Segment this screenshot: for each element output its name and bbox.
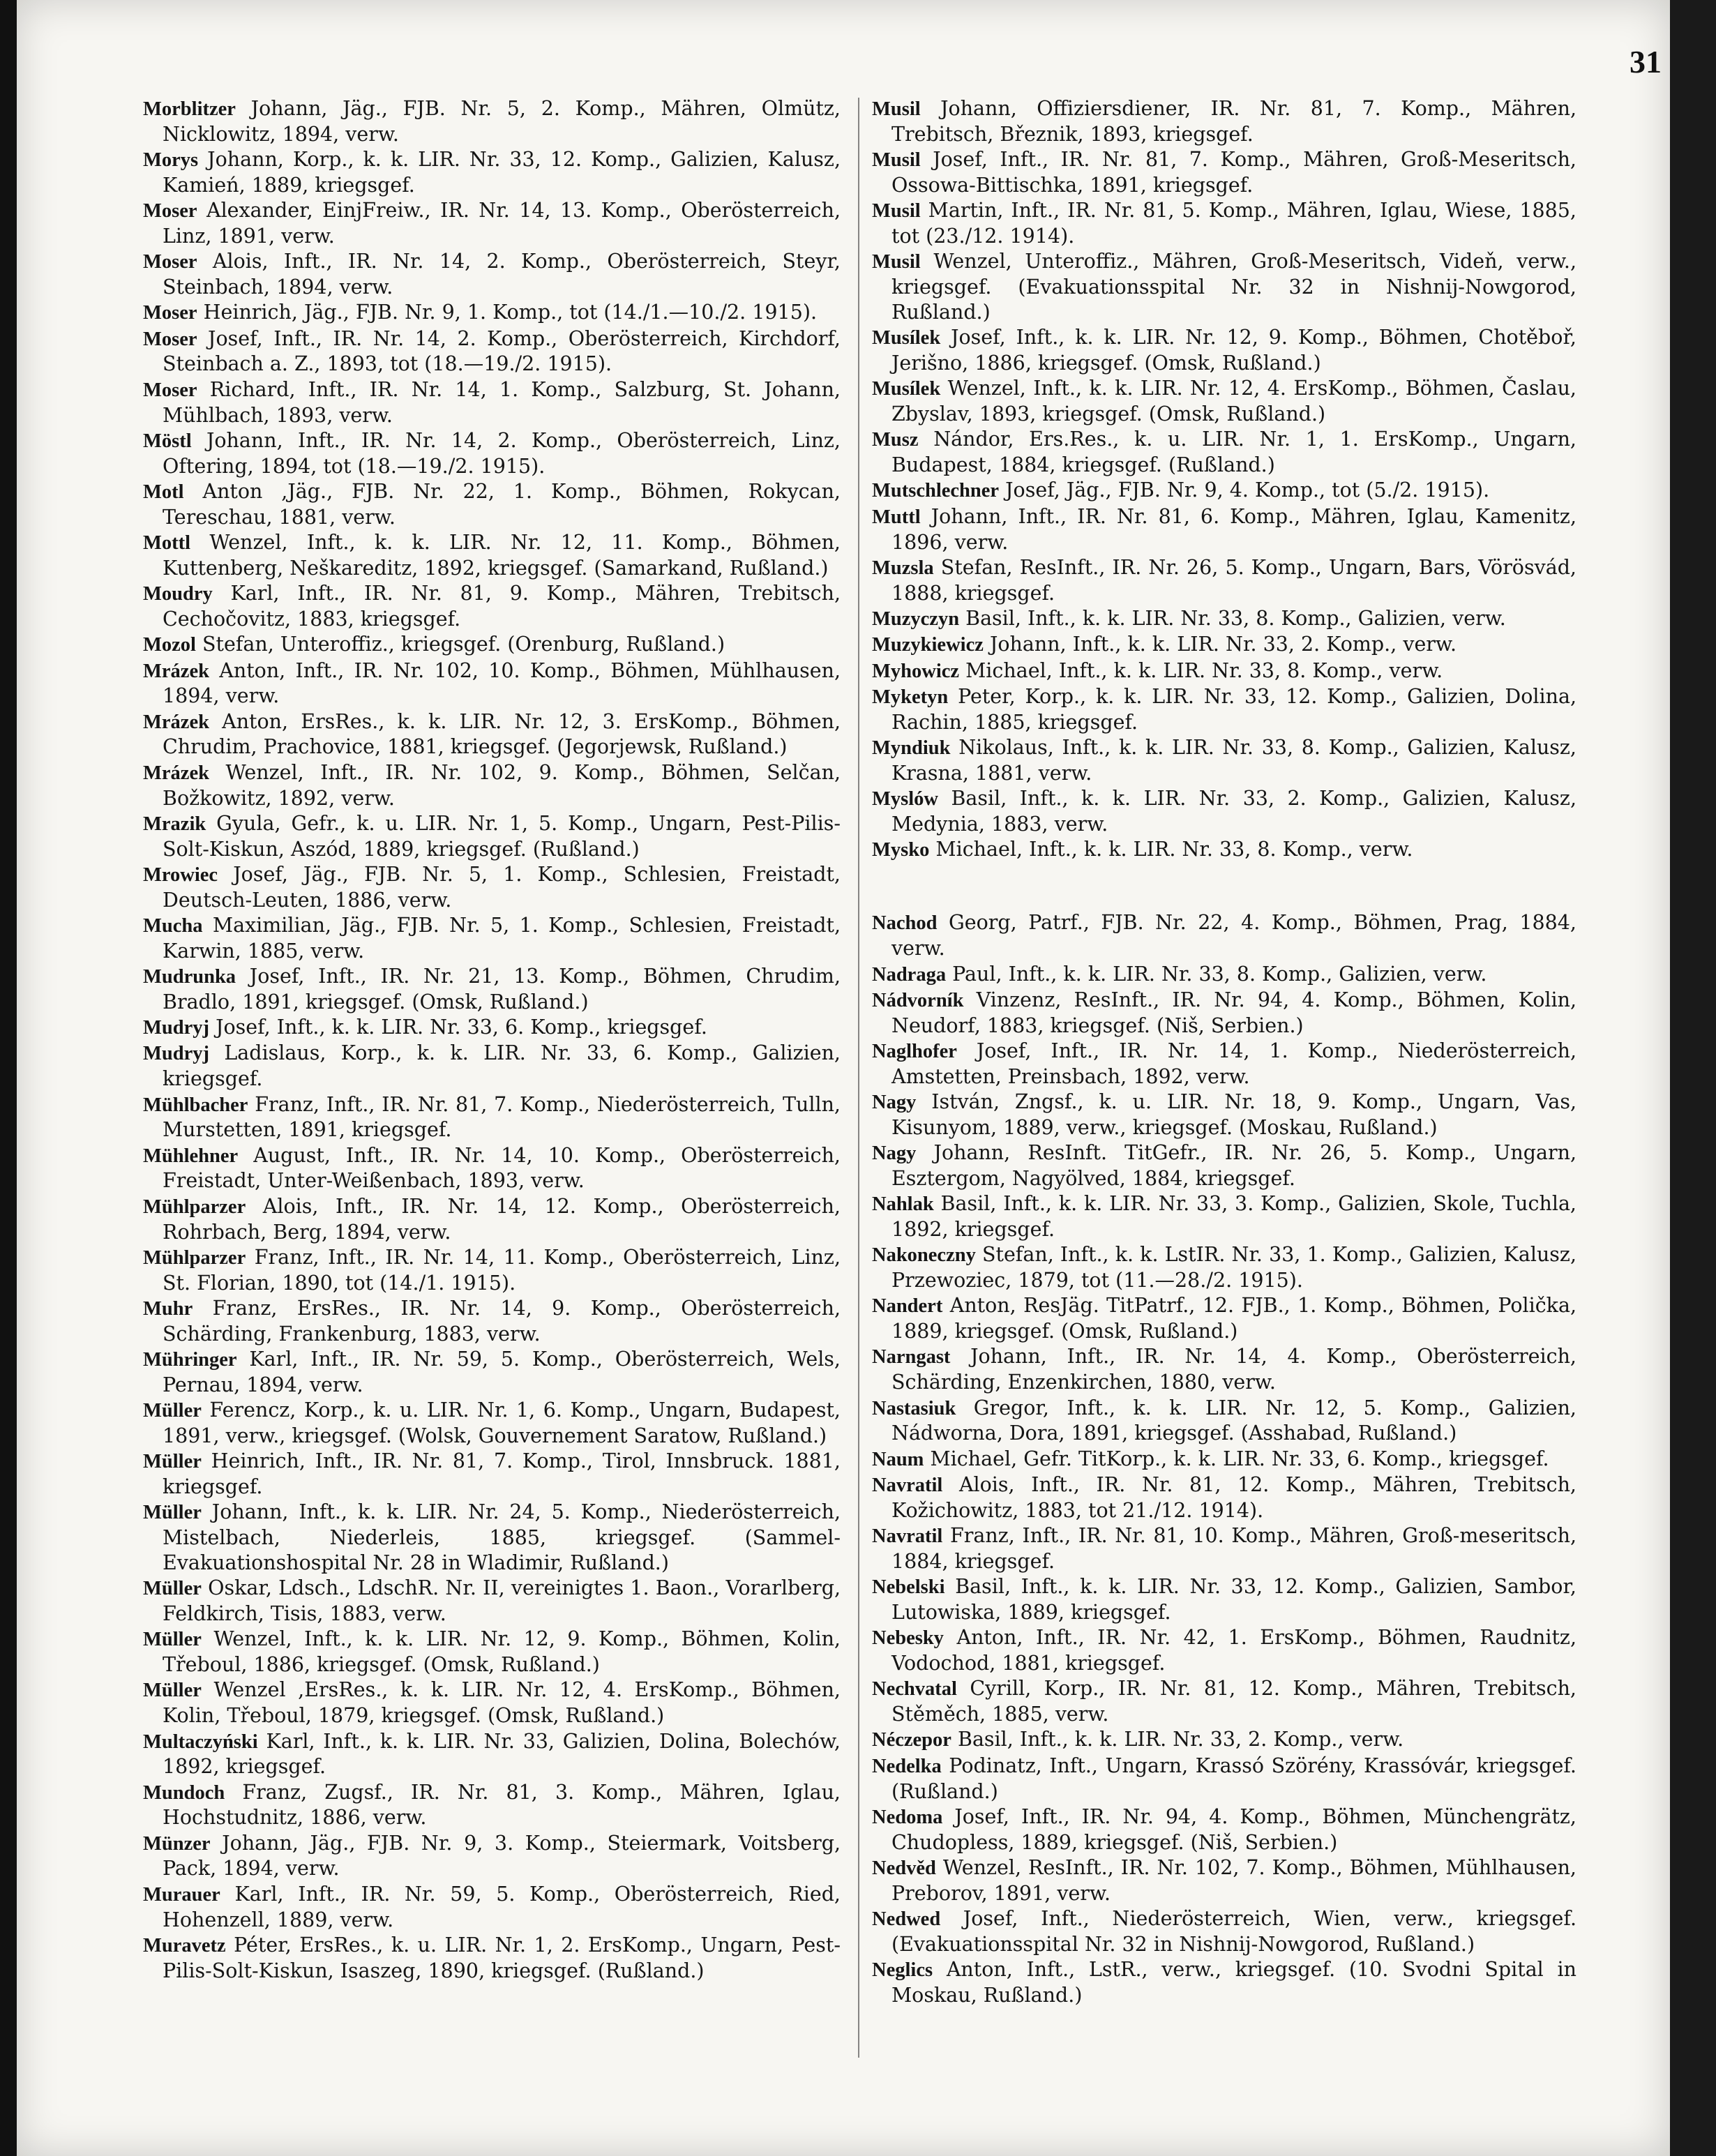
entry-surname: Muravetz <box>143 1934 226 1957</box>
entry-details: Karl, Inft., IR. Nr. 59, 5. Komp., Oberösterreich, Ried, Hohenzell, 1889, verw. <box>163 1882 841 1931</box>
entry-surname: Musílek <box>872 327 941 349</box>
entry-details: Wenzel, Inft., k. k. LIR. Nr. 12, 11. Komp., Böhmen, Kuttenberg, Neškareditz, 1892, kriegsgef. (Samarkand, Rußland.) <box>163 531 841 580</box>
entry-surname: Mühlehner <box>143 1145 239 1167</box>
entry-details: Josef, Inft., IR. Nr. 94, 4. Komp., Böhmen, Münchengrätz, Chudopless, 1889, kriegsgef. (Niš, Serbien.) <box>891 1804 1576 1854</box>
entry-surname: Narngast <box>872 1346 951 1369</box>
register-entry <box>143 479 841 530</box>
register-entry <box>872 325 1576 376</box>
register-entry <box>143 1678 841 1728</box>
entry-details: Josef, Jäg., FJB. Nr. 9, 4. Komp., tot (5./2. 1915). <box>1005 478 1490 502</box>
register-entry <box>143 428 841 479</box>
entry-details: Karl, Inft., IR. Nr. 59, 5. Komp., Oberösterreich, Wels, Pernau, 1894, verw. <box>163 1348 841 1396</box>
entry-surname: Mundoch <box>143 1781 225 1804</box>
register-entry <box>872 837 1576 863</box>
register-entry <box>872 658 1576 684</box>
entry-details: Josef, Inft., IR. Nr. 14, 1. Komp., Niederösterreich, Amstetten, Preinsbach, 1892, verw. <box>891 1039 1576 1088</box>
entry-surname: Musz <box>872 429 919 451</box>
entry-details: Ferencz, Korp., k. u. LIR. Nr. 1, 6. Komp., Ungarn, Budapest, 1891, verw., kriegsgef. (Wolsk, Gouvernement Saratow, Rußland.) <box>163 1399 841 1447</box>
entry-surname: Musil <box>872 98 921 120</box>
entry-surname: Müller <box>143 1502 202 1524</box>
entry-surname: Nahlak <box>872 1193 934 1216</box>
register-entry <box>872 427 1576 478</box>
entry-surname: Nedoma <box>872 1806 943 1828</box>
entry-details: Maximilian, Jäg., FJB. Nr. 5, 1. Komp., Schlesien, Freistadt, Karwin, 1885, verw. <box>163 914 841 963</box>
register-entry <box>872 910 1576 961</box>
entry-details: Stefan, Inft., k. k. LstIR. Nr. 33, 1. Komp., Galizien, Kalusz, Przewoziec, 1879, tot (11.—28./2. 1915). <box>891 1243 1577 1292</box>
entry-details: Johann, ResInft. TitGefr., IR. Nr. 26, 5. Komp., Ungarn, Esztergom, Nagyölved, 1884, kriegsgef. <box>891 1141 1577 1190</box>
register-entry <box>143 198 841 249</box>
entry-surname: Müller <box>143 1578 202 1600</box>
register-entry <box>872 504 1576 555</box>
register-entry <box>872 1906 1576 1957</box>
register-entry <box>872 1242 1576 1293</box>
register-entry <box>143 811 841 862</box>
register-entry <box>143 1092 841 1143</box>
entry-surname: Nadraga <box>872 963 947 986</box>
register-entry <box>143 1933 841 1984</box>
register-entry <box>143 1398 841 1449</box>
entry-details: Johann, Jäg., FJB. Nr. 5, 2. Komp., Mähren, Olmütz, Nicklowitz, 1894, verw. <box>163 97 841 146</box>
entry-surname: Neglics <box>872 1959 933 1982</box>
right-column-n-section <box>872 910 1576 2007</box>
entry-details: Vinzenz, ResInft., IR. Nr. 94, 4. Komp., Böhmen, Kolin, Neudorf, 1883, kriegsgef. (Niš, Serbien.) <box>891 988 1577 1037</box>
register-entry <box>143 658 841 709</box>
register-entry <box>872 96 1576 147</box>
entry-surname: Multaczyński <box>143 1731 258 1753</box>
register-entry <box>143 1296 841 1347</box>
entry-surname: Möstl <box>143 430 192 452</box>
entry-surname: Myndiuk <box>872 737 951 759</box>
register-entry <box>872 1957 1576 2008</box>
entry-details: Johann, Inft., IR. Nr. 14, 4. Komp., Oberösterreich, Schärding, Enzenkirchen, 1880, verw. <box>891 1345 1576 1394</box>
entry-surname: Naglhofer <box>872 1040 957 1062</box>
entry-surname: Mrazik <box>143 813 206 835</box>
entry-details: Alois, Inft., IR. Nr. 81, 12. Komp., Mähren, Trebitsch, Kožichowitz, 1883, tot 21./12. 1914). <box>891 1472 1576 1522</box>
entry-details: Heinrich, Jäg., FJB. Nr. 9, 1. Komp., tot (14./1.—10./2. 1915). <box>203 301 818 324</box>
entry-details: Franz, Inft., IR. Nr. 14, 11. Komp., Oberösterreich, Linz, St. Florian, 1890, tot (14./1. 1915). <box>163 1245 841 1295</box>
entry-surname: Mühringer <box>143 1349 237 1371</box>
entry-surname: Nechvatal <box>872 1678 957 1701</box>
entry-details: Basil, Inft., k. k. LIR. Nr. 33, 2. Komp., Galizien, Kalusz, Medynia, 1883, verw. <box>891 787 1576 836</box>
entry-details: Basil, Inft., k. k. LIR. Nr. 33, 2. Komp., verw. <box>958 1728 1404 1751</box>
entry-surname: Nachod <box>872 912 938 935</box>
entry-surname: Moser <box>143 328 197 350</box>
entry-surname: Mrázek <box>143 762 209 784</box>
entry-surname: Muzyczyn <box>872 608 960 630</box>
entry-details: Anton, ErsRes., k. k. LIR. Nr. 12, 3. ErsKomp., Böhmen, Chrudim, Prachovice, 1881, kriegsgef. (Jegorjewsk, Rußland.) <box>163 709 841 759</box>
entry-details: Josef, Inft., k. k. LIR. Nr. 33, 6. Komp., kriegsgef. <box>216 1016 707 1039</box>
entry-details: Podinatz, Inft., Ungarn, Krassó Szörény, Krassóvár, kriegsgef. (Rußland.) <box>891 1754 1576 1803</box>
entry-details: Karl, Inft., k. k. LIR. Nr. 33, Galizien, Dolina, Bolechów, 1892, kriegsgef. <box>163 1729 841 1779</box>
entry-details: Josef, Inft., Niederösterreich, Wien, verw., kriegsgef. (Evakuationsspital Nr. 32 in Nishnij-Nowgorod, Rußland.) <box>891 1906 1576 1956</box>
register-entry <box>143 1500 841 1575</box>
register-entry <box>143 300 841 326</box>
register-entry <box>872 1804 1576 1855</box>
entry-surname: Musil <box>872 200 921 223</box>
entry-details: Johann, Inft., IR. Nr. 81, 6. Komp., Mähren, Iglau, Kamenitz, 1896, verw. <box>891 504 1576 554</box>
column-divider <box>858 98 859 2058</box>
entry-details: Josef, Inft., IR. Nr. 14, 2. Komp., Oberösterreich, Kirchdorf, Steinbach a. Z., 1893, tot (18.—19./2. 1915). <box>163 326 841 376</box>
register-entry <box>143 1882 841 1933</box>
entry-details: Wenzel, Inft., k. k. LIR. Nr. 12, 9. Komp., Böhmen, Kolin, Třeboul, 1886, kriegsgef. (Omsk, Rußland.) <box>163 1627 841 1677</box>
entry-details: Franz, ErsRes., IR. Nr. 14, 9. Komp., Oberösterreich, Schärding, Frankenburg, 1883, verw. <box>163 1296 841 1345</box>
entry-surname: Motl <box>143 481 184 503</box>
register-entry <box>143 1729 841 1780</box>
entry-details: Oskar, Ldsch., LdschR. Nr. II, vereinigtes 1. Baon., Vorarlberg, Feldkirch, Tisis, 1883, verw. <box>163 1576 841 1626</box>
entry-details: Franz, Inft., IR. Nr. 81, 10. Komp., Mähren, Groß-meseritsch, 1884, kriegsgef. <box>891 1524 1577 1573</box>
entry-details: Johann, Offiziersdiener, IR. Nr. 81, 7. Komp., Mähren, Trebitsch, Březnik, 1893, kriegsgef. <box>891 97 1576 146</box>
entry-details: Basil, Inft., k. k. LIR. Nr. 33, 12. Komp., Galizien, Sambor, Lutowiska, 1889, kriegsgef. <box>891 1575 1576 1624</box>
entry-surname: Nedelka <box>872 1755 942 1777</box>
register-entry <box>872 1754 1576 1804</box>
entry-surname: Mottl <box>143 532 191 555</box>
register-entry <box>872 1523 1576 1574</box>
entry-surname: Müller <box>143 1400 202 1422</box>
entry-details: Michael, Gefr. TitKorp., k. k. LIR. Nr. 33, 6. Komp., kriegsgef. <box>930 1447 1549 1470</box>
entry-surname: Musil <box>872 149 921 172</box>
entry-details: Wenzel, ResInft., IR. Nr. 102, 7. Komp., Böhmen, Mühlhausen, Preborov, 1891, verw. <box>891 1855 1576 1905</box>
entry-details: Richard, Inft., IR. Nr. 14, 1. Komp., Salzburg, St. Johann, Mühlbach, 1893, verw. <box>163 377 841 427</box>
register-entry <box>872 1574 1576 1625</box>
register-entry <box>872 684 1576 735</box>
entry-surname: Moser <box>143 200 197 223</box>
register-entry <box>872 1855 1576 1906</box>
entry-details: Johann, Korp., k. k. LIR. Nr. 33, 12. Komp., Galizien, Kalusz, Kamień, 1889, kriegsgef. <box>163 148 841 197</box>
register-entry <box>143 1347 841 1398</box>
entry-surname: Navratil <box>872 1525 943 1548</box>
entry-details: Josef, Inft., IR. Nr. 81, 7. Komp., Mähren, Groß-Meseritsch, Ossowa-Bittischka, 1891, kriegsgef. <box>891 148 1576 197</box>
register-entry <box>872 1191 1576 1242</box>
register-entry <box>872 1140 1576 1191</box>
register-entry <box>872 632 1576 658</box>
entry-details: Nikolaus, Inft., k. k. LIR. Nr. 33, 8. Komp., Galizien, Kalusz, Krasna, 1881, verw. <box>891 735 1576 785</box>
register-entry <box>143 1015 841 1041</box>
register-entry <box>872 1293 1576 1344</box>
register-entry <box>143 760 841 811</box>
register-entry <box>143 1245 841 1296</box>
entry-details: Gregor, Inft., k. k. LIR. Nr. 12, 5. Komp., Galizien, Nádworna, Dora, 1891, kriegsgef. (Asshabad, Rußland.) <box>891 1396 1576 1445</box>
register-entry <box>143 1041 841 1092</box>
entry-details: August, Inft., IR. Nr. 14, 10. Komp., Oberösterreich, Freistadt, Unter-Weißenbach, 1893, verw. <box>163 1143 841 1193</box>
entry-details: Josef, Inft., IR. Nr. 21, 13. Komp., Böhmen, Chrudim, Bradlo, 1891, kriegsgef. (Omsk, Rußland.) <box>163 965 841 1013</box>
entry-details: Nándor, Ers.Res., k. u. LIR. Nr. 1, 1. ErsKomp., Ungarn, Budapest, 1884, kriegsgef. (Rußland.) <box>891 428 1576 477</box>
entry-surname: Nastasiuk <box>872 1397 956 1419</box>
entry-details: Karl, Inft., IR. Nr. 81, 9. Komp., Mähren, Trebitsch, Cechočovitz, 1883, kriegsgef. <box>163 582 841 631</box>
entry-surname: Müller <box>143 1680 202 1702</box>
entry-details: Josef, Jäg., FJB. Nr. 5, 1. Komp., Schlesien, Freistadt, Deutsch-Leuten, 1886, verw. <box>163 862 841 912</box>
register-entry <box>872 1727 1576 1753</box>
entry-surname: Muhr <box>143 1297 193 1320</box>
entry-surname: Nebelski <box>872 1576 945 1599</box>
entry-details: Johann, Inft., IR. Nr. 14, 2. Komp., Oberösterreich, Linz, Oftering, 1894, tot (18.—19./2. 1915). <box>163 428 841 478</box>
entry-surname: Mühlparzer <box>143 1246 246 1269</box>
register-entry <box>872 198 1576 249</box>
entry-surname: Mrázek <box>143 660 209 682</box>
register-entry <box>143 581 841 632</box>
entry-surname: Mudryj <box>143 1017 209 1039</box>
entry-details: Anton ,Jäg., FJB. Nr. 22, 1. Komp., Böhmen, Rokycan, Tereschau, 1881, verw. <box>163 479 841 529</box>
register-entry <box>143 913 841 964</box>
entry-surname: Musílek <box>872 378 941 400</box>
register-entry <box>143 1780 841 1831</box>
entry-details: Anton, Inft., IR. Nr. 102, 10. Komp., Böhmen, Mühlhausen, 1894, verw. <box>163 658 841 708</box>
entry-surname: Nakoneczny <box>872 1244 976 1267</box>
entry-details: Gyula, Gefr., k. u. LIR. Nr. 1, 5. Komp., Ungarn, Pest-Pilis-Solt-Kiskun, Aszód, 1889, kriegsgef. (Rußland.) <box>163 811 841 861</box>
entry-surname: Musil <box>872 251 921 273</box>
register-entry <box>143 1143 841 1194</box>
register-entry <box>143 862 841 913</box>
register-entry <box>143 1194 841 1245</box>
entry-details: Franz, Zugsf., IR. Nr. 81, 3. Komp., Mähren, Iglau, Hochstudnitz, 1886, verw. <box>163 1780 841 1830</box>
entry-surname: Mrowiec <box>143 864 218 886</box>
register-entry <box>872 1090 1576 1140</box>
entry-details: Michael, Inft., k. k. LIR. Nr. 33, 8. Komp., verw. <box>965 658 1443 682</box>
entry-surname: Nebesky <box>872 1627 944 1650</box>
entry-surname: Mühlbacher <box>143 1094 248 1116</box>
entry-details: Franz, Inft., IR. Nr. 81, 7. Komp., Niederösterreich, Tulln, Murstetten, 1891, kriegsgef. <box>163 1092 841 1142</box>
entry-surname: Nandert <box>872 1295 943 1318</box>
entry-details: Heinrich, Inft., IR. Nr. 81, 7. Komp., Tirol, Innsbruck. 1881, kriegsgef. <box>163 1449 841 1499</box>
entry-surname: Nedvěd <box>872 1857 936 1879</box>
page-number: 31 <box>1630 44 1662 80</box>
section-gap <box>872 863 1576 910</box>
entry-surname: Muzykiewicz <box>872 634 984 656</box>
entry-details: Josef, Inft., k. k. LIR. Nr. 12, 9. Komp., Böhmen, Chotěboř, Jerišno, 1886, kriegsgef. (Omsk, Rußland.) <box>891 326 1576 375</box>
entry-details: Johann, Jäg., FJB. Nr. 9, 3. Komp., Steiermark, Voitsberg, Pack, 1894, verw. <box>163 1831 841 1880</box>
entry-surname: Moudry <box>143 583 213 605</box>
entry-details: Anton, ResJäg. TitPatrf., 12. FJB., 1. Komp., Böhmen, Polička, 1889, kriegsgef. (Omsk, Rußland.) <box>891 1294 1577 1343</box>
entry-surname: Muzsla <box>872 557 934 579</box>
entry-surname: Mudrunka <box>143 966 236 988</box>
entry-surname: Muttl <box>872 506 921 528</box>
entry-surname: Néczepor <box>872 1729 951 1751</box>
entry-details: Wenzel, Inft., k. k. LIR. Nr. 12, 4. ErsKomp., Böhmen, Časlau, Zbyslav, 1893, kriegsgef. (Omsk, Rußland.) <box>891 377 1576 426</box>
entry-surname: Myslów <box>872 788 938 811</box>
entry-surname: Müller <box>143 1629 202 1651</box>
register-entry <box>872 962 1576 988</box>
left-column <box>143 96 841 1984</box>
entry-surname: Nagy <box>872 1143 917 1165</box>
entry-details: Johann, Inft., k. k. LIR. Nr. 24, 5. Komp., Niederösterreich, Mistelbach, Niederleis, 1885, kriegsgef. (Sammel-Evakuationshospital Nr. 28 in Wladimir, Rußland.) <box>163 1500 841 1574</box>
entry-details: Wenzel, Unteroffiz., Mähren, Groß-Meseritsch, Videň, verw., kriegsgef. (Evakuationsspital Nr. 32 in Nishnij-Nowgorod, Rußland.) <box>891 250 1577 324</box>
right-column <box>872 96 1576 2008</box>
entry-surname: Myketyn <box>872 686 949 708</box>
register-entry <box>872 555 1576 606</box>
entry-surname: Mozol <box>143 634 196 656</box>
register-entry <box>872 478 1576 504</box>
entry-details: Martin, Inft., IR. Nr. 81, 5. Komp., Mähren, Iglau, Wiese, 1885, tot (23./12. 1914). <box>891 199 1576 248</box>
entry-details: Stefan, Unteroffiz., kriegsgef. (Orenburg, Rußland.) <box>202 633 725 656</box>
entry-details: Anton, Inft., LstR., verw., kriegsgef. (10. Svodni Spital in Moskau, Rußland.) <box>891 1958 1577 2007</box>
register-entry <box>143 96 841 147</box>
entry-details: Alois, Inft., IR. Nr. 14, 12. Komp., Oberösterreich, Rohrbach, Berg, 1894, verw. <box>163 1194 841 1244</box>
right-column-m-section <box>872 96 1576 863</box>
register-entry <box>143 326 841 377</box>
entry-details: Alexander, EinjFreiw., IR. Nr. 14, 13. Komp., Oberösterreich, Linz, 1891, verw. <box>163 199 841 248</box>
entry-surname: Mysko <box>872 839 930 861</box>
entry-details: Péter, ErsRes., k. u. LIR. Nr. 1, 2. ErsKomp., Ungarn, Pest-Pilis-Solt-Kiskun, Isaszeg, 1890, kriegsgef. (Rußland.) <box>163 1933 841 1982</box>
register-entry <box>143 249 841 300</box>
entry-surname: Moser <box>143 379 197 401</box>
entry-details: Basil, Inft., k. k. LIR. Nr. 33, 3. Komp., Galizien, Skole, Tuchla, 1892, kriegsgef. <box>891 1192 1576 1241</box>
register-entry <box>143 530 841 581</box>
register-entry <box>143 377 841 428</box>
entry-surname: Mühlparzer <box>143 1196 246 1218</box>
entry-surname: Myhowicz <box>872 660 960 682</box>
register-entry <box>872 147 1576 198</box>
entry-surname: Navratil <box>872 1474 943 1496</box>
entry-details: István, Zngsf., k. u. LIR. Nr. 18, 9. Komp., Ungarn, Vas, Kisunyom, 1889, verw., kriegsgef. (Moskau, Rußland.) <box>891 1090 1577 1139</box>
entry-surname: Mutschlechner <box>872 480 1000 502</box>
entry-surname: Nedwed <box>872 1908 941 1930</box>
register-entry <box>143 1627 841 1678</box>
register-entry <box>872 1676 1576 1727</box>
entry-surname: Moser <box>143 302 197 324</box>
register-entry <box>872 1472 1576 1523</box>
register-entry <box>143 147 841 198</box>
entry-details: Ladislaus, Korp., k. k. LIR. Nr. 33, 6. Komp., Galizien, kriegsgef. <box>163 1041 841 1091</box>
entry-details: Peter, Korp., k. k. LIR. Nr. 33, 12. Komp., Galizien, Dolina, Rachin, 1885, kriegsgef. <box>891 684 1577 734</box>
register-entry <box>872 1625 1576 1676</box>
register-entry <box>143 1576 841 1627</box>
register-entry <box>872 988 1576 1039</box>
register-entry <box>872 735 1576 786</box>
entry-surname: Moser <box>143 251 197 273</box>
register-entry <box>872 1447 1576 1472</box>
register-entry <box>872 1039 1576 1090</box>
entry-surname: Nádvorník <box>872 989 964 1011</box>
entry-surname: Mucha <box>143 915 203 937</box>
entry-details: Johann, Inft., k. k. LIR. Nr. 33, 2. Komp., verw. <box>989 633 1457 656</box>
scan-border <box>1670 0 1716 2156</box>
entry-details: Georg, Patrf., FJB. Nr. 22, 4. Komp., Böhmen, Prag, 1884, verw. <box>891 911 1576 960</box>
register-entry <box>872 249 1576 324</box>
entry-details: Wenzel ,ErsRes., k. k. LIR. Nr. 12, 4. ErsKomp., Böhmen, Kolin, Třeboul, 1879, kriegsgef. (Omsk, Rußland.) <box>163 1678 841 1728</box>
entry-details: Anton, Inft., IR. Nr. 42, 1. ErsKomp., Böhmen, Raudnitz, Vodochod, 1881, kriegsgef. <box>891 1626 1577 1675</box>
register-entry <box>872 786 1576 837</box>
register-entry <box>872 606 1576 632</box>
entry-surname: Müller <box>143 1451 202 1473</box>
register-entry <box>143 1831 841 1882</box>
entry-details: Paul, Inft., k. k. LIR. Nr. 33, 8. Komp., Galizien, verw. <box>952 962 1487 986</box>
entry-details: Stefan, ResInft., IR. Nr. 26, 5. Komp., Ungarn, Bars, Vörösvád, 1888, kriegsgef. <box>891 555 1576 605</box>
entry-details: Alois, Inft., IR. Nr. 14, 2. Komp., Oberösterreich, Steyr, Steinbach, 1894, verw. <box>163 250 841 299</box>
entry-details: Michael, Inft., k. k. LIR. Nr. 33, 8. Komp., verw. <box>935 838 1413 861</box>
entry-surname: Murauer <box>143 1883 220 1906</box>
register-entry <box>872 1396 1576 1447</box>
entry-surname: Mudryj <box>143 1043 209 1065</box>
entry-surname: Münzer <box>143 1832 211 1855</box>
register-entry <box>143 1449 841 1500</box>
entry-surname: Morblitzer <box>143 98 236 120</box>
register-entry <box>143 964 841 1015</box>
entry-surname: Morys <box>143 149 199 172</box>
entry-surname: Nagy <box>872 1091 917 1113</box>
entry-surname: Naum <box>872 1448 924 1470</box>
register-entry <box>872 1344 1576 1395</box>
register-entry <box>872 376 1576 427</box>
entry-details: Cyrill, Korp., IR. Nr. 81, 12. Komp., Mähren, Trebitsch, Stěměch, 1885, verw. <box>891 1677 1576 1726</box>
entry-surname: Mrázek <box>143 711 209 733</box>
entry-details: Wenzel, Inft., IR. Nr. 102, 9. Komp., Böhmen, Selčan, Božkowitz, 1892, verw. <box>163 760 841 810</box>
entry-details: Basil, Inft., k. k. LIR. Nr. 33, 8. Komp., Galizien, verw. <box>965 606 1506 630</box>
register-entry <box>143 709 841 760</box>
register-entry <box>143 632 841 658</box>
